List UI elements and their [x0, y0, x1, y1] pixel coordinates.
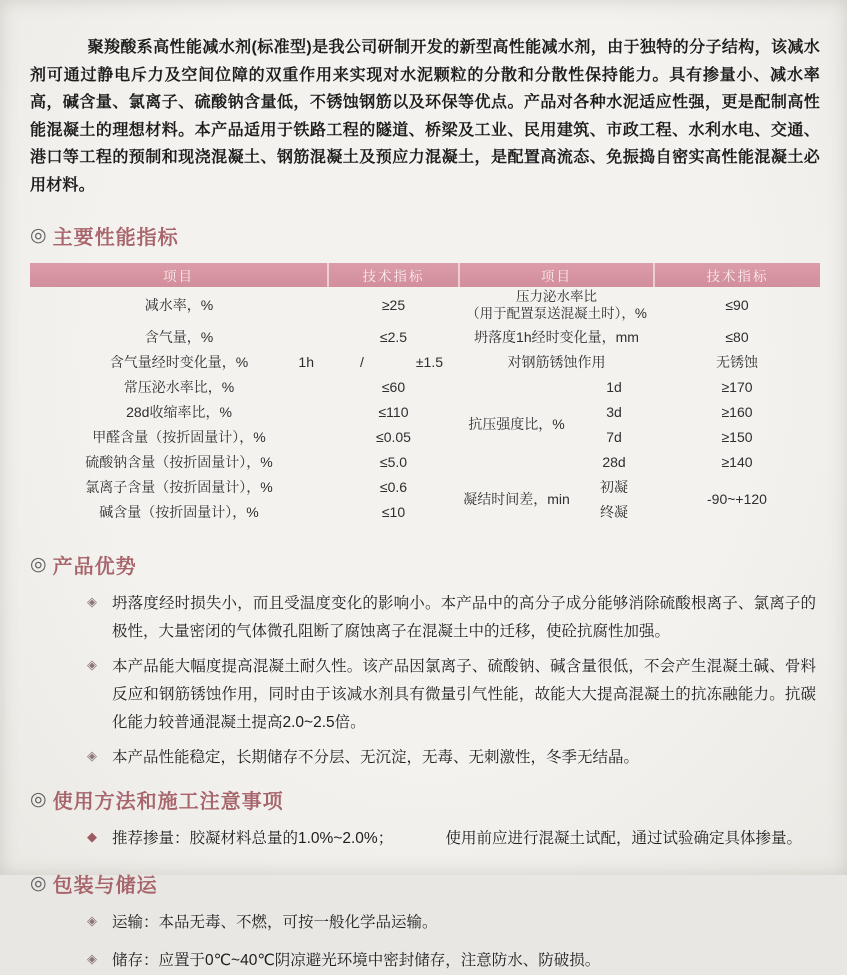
spec-label-cell: 硫酸钠含量（按折固量计），% — [85, 453, 273, 470]
table-row — [30, 475, 820, 500]
spec-label-cell: 甲醛含量（按折固量计），% — [92, 428, 266, 445]
spec-label-cell: 坍落度1h经时变化量，mm — [474, 328, 639, 345]
spec-label-cell: 减水率，% — [144, 297, 214, 314]
section-title-usage: 使用方法和施工注意事项 — [52, 791, 284, 814]
section-mark-icon: ◎ — [30, 789, 47, 811]
table-row — [30, 350, 820, 375]
section-mark-icon: ◎ — [30, 225, 47, 247]
section-header-usage — [30, 785, 820, 814]
list-item — [30, 947, 820, 975]
storage-text: 储存：应置于0℃~40℃阴凉避光环境中密封储存，注意防水、防破损。 — [112, 952, 601, 970]
spec-value-cell: ≥140 — [721, 453, 753, 470]
spec-slash: / — [360, 353, 364, 370]
spec-age-cell: 3d — [606, 403, 622, 420]
bullet-diamond-icon: ◈ — [87, 747, 97, 763]
spec-label-cell: 碱含量（按折固量计），% — [99, 503, 259, 520]
spec-value-cell: ≥160 — [721, 403, 753, 420]
spec-label: 含气量经时变化量，% — [109, 353, 249, 370]
intro-paragraph: 聚羧酸系高性能减水剂(标准型)是我公司研制开发的新型高性能减水剂，由于独特的分子结构，该减水剂可通过静电斥力及空间位障的双重作用来实现对水泥颗粒的分散和分散性保持能力。具有掺量小、减水率高，碱含量、氯离子、硫酸钠含量低，不锈蚀钢筋以及环保等优点。产品对各种水泥适应性强，更是配制高性能混凝土的理想材料。本产品适用于铁路工程的隧道、桥梁及工业、民用建筑、市政工程、水利水电、交通、港口等工程的预制和现浇混凝土、钢筋混凝土及预应力混凝土，是配置高流态、免振捣自密实高性能混凝土必用材料。 — [30, 39, 820, 194]
spec-value-cell — [328, 350, 459, 375]
spec-sublabel-time: 1h — [298, 353, 314, 370]
spec-label-cell: 氯离子含量（按折固量计），% — [85, 478, 273, 495]
col-header-item-left: 项目 — [30, 263, 328, 287]
spec-label-cell: 对钢筋锈蚀作用 — [507, 353, 606, 370]
spec-age-cell: 28d — [602, 453, 626, 470]
bullet-diamond-icon: ◈ — [87, 594, 97, 610]
bullet-diamond-icon: ◈ — [87, 951, 97, 967]
transport-text: 运输：本品无毒、不燃，可按一般化学品运输。 — [112, 914, 438, 932]
spec-label-cell: 常压泌水率比，% — [123, 378, 235, 395]
spec-value-cell: -90~+120 — [707, 491, 767, 508]
spec-value-cell: ≤110 — [378, 403, 409, 420]
spec-value-cell: ≥25 — [381, 297, 406, 314]
spec-value-cell: ≤90 — [725, 297, 749, 314]
usage-text — [112, 825, 802, 853]
spec-label-cell — [459, 287, 654, 325]
spec-value-cell: ≤5.0 — [379, 453, 408, 470]
section-mark-icon: ◎ — [30, 873, 47, 895]
spec-group-label-cell: 凝结时间差，min — [463, 491, 570, 508]
spec-label-cell — [30, 350, 328, 375]
spec-value-cell: ≥150 — [721, 428, 753, 445]
table-row — [30, 325, 820, 350]
spec-value: ±1.5 — [415, 353, 443, 370]
bullet-diamond-icon: ◈ — [87, 656, 97, 672]
list-item — [30, 825, 820, 853]
advantage-text: 本产品能大幅度提高混凝土耐久性。该产品因氯离子、硫酸钠、碱含量很低，不会产生混凝土碱、骨料反应和钢筋锈蚀作用，同时由于该减水剂具有微量引气性能，故能大大提高混凝土的抗冻融能力。抗碳化能力较普通混凝土提高2.0~2.5倍。 — [112, 657, 816, 731]
usage-list — [30, 825, 820, 853]
spec-group-label-cell: 抗压强度比，% — [468, 416, 565, 433]
spec-age-cell: 初凝 — [600, 478, 628, 495]
spec-value-cell: ≤0.05 — [376, 428, 411, 445]
bullet-diamond-icon: ◆ — [87, 829, 97, 845]
table-row — [30, 375, 820, 400]
spec-age-cell: 7d — [606, 428, 622, 445]
spec-value-cell: ≤80 — [725, 328, 749, 345]
section-title-packaging: 包装与储运 — [52, 875, 158, 898]
section-header-advantages — [30, 550, 820, 579]
list-item — [30, 653, 820, 737]
section-mark-icon: ◎ — [30, 554, 47, 576]
advantages-list — [30, 590, 820, 771]
spec-value-cell: ≥170 — [721, 378, 753, 395]
section-header-packaging — [30, 869, 820, 898]
bullet-diamond-icon: ◈ — [87, 913, 97, 929]
table-header-row — [30, 263, 820, 287]
table-row — [30, 400, 820, 425]
list-item — [30, 590, 820, 646]
section-title-performance: 主要性能指标 — [52, 227, 179, 250]
table-row — [30, 425, 820, 450]
list-item — [30, 909, 820, 937]
spec-value-cell: ≤0.6 — [379, 478, 408, 495]
spec-value-cell: ≤10 — [381, 503, 406, 520]
col-header-item-right: 项目 — [459, 263, 654, 287]
col-header-spec-left: 技术指标 — [328, 263, 459, 287]
advantage-text: 本产品性能稳定，长期储存不分层、无沉淀，无毒、无刺激性，冬季无结晶。 — [112, 748, 640, 766]
table-row — [30, 450, 820, 475]
spec-value-cell: ≤60 — [381, 378, 406, 395]
col-header-spec-right: 技术指标 — [654, 263, 820, 287]
list-item — [30, 744, 820, 772]
section-header-performance — [30, 221, 820, 250]
performance-table — [30, 263, 820, 525]
spec-label-cell: 含气量，% — [144, 328, 214, 345]
dosage-text: 推荐掺量：胶凝材料总量的1.0%~2.0%； — [112, 830, 394, 848]
table-row — [30, 287, 820, 325]
spec-label-line2: （用于配置泵送混凝土时），% — [466, 306, 647, 322]
usage-note-text: 使用前应进行混凝土试配，通过试验确定具体掺量。 — [445, 830, 803, 848]
spec-label-cell: 28d收缩率比，% — [126, 403, 232, 420]
spec-age-cell: 1d — [606, 378, 622, 395]
packaging-list — [30, 909, 820, 975]
spec-label-line1: 压力泌水率比 — [516, 289, 597, 305]
spec-value-cell: ≤2.5 — [379, 328, 408, 345]
spec-age-cell: 终凝 — [600, 503, 628, 520]
section-title-advantages: 产品优势 — [52, 556, 137, 579]
spec-value-cell: 无锈蚀 — [716, 353, 758, 370]
advantage-text: 坍落度经时损失小，而且受温度变化的影响小。本产品中的高分子成分能够消除硫酸根离子、氯离子的极性，大量密闭的气体微孔阻断了腐蚀离子在混凝土中的迁移，使砼抗腐性加强。 — [112, 595, 816, 640]
